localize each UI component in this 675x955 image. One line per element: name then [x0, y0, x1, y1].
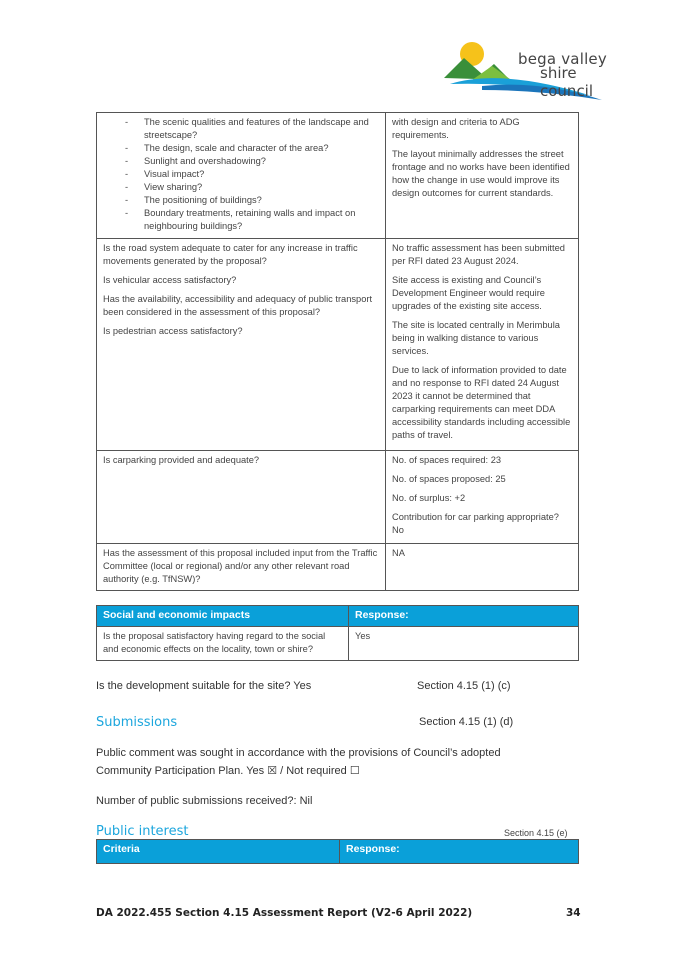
- response-cell: [386, 239, 579, 451]
- assessment-table: [96, 112, 579, 591]
- submissions-paragraph-line1: Public comment was sought in accordance with the provisions of Council’s adopted: [96, 747, 501, 759]
- page-number: 34: [566, 907, 581, 919]
- public-interest-heading: Public interest: [96, 824, 189, 839]
- criteria-text: Is the road system adequate to cater for any increase in traffic movements generated by the proposal?: [103, 243, 358, 266]
- response-cell: [386, 451, 579, 544]
- list-item: - Sunlight and overshadowing?: [103, 155, 380, 168]
- response-text: No. of surplus: +2: [392, 493, 466, 503]
- table-row: [97, 627, 579, 661]
- response-text: The site is located centrally in Merimbula being in walking distance to various services.: [392, 320, 560, 356]
- suitability-question: Is the development suitable for the site? Yes: [96, 680, 312, 692]
- response-text: Due to lack of information provided to date and no response to RFI dated 24 August 2023 it cannot be determined that carparking requirements can meet DDA accessibility standards including accessible paths of travel.: [392, 365, 571, 440]
- criteria-text: Is pedestrian access satisfactory?: [103, 326, 243, 336]
- response-cell: [386, 544, 579, 591]
- criteria-text: Is vehicular access satisfactory?: [103, 275, 237, 285]
- submissions-paragraph-line2: Community Participation Plan. Yes ☒ / Not required ☐: [96, 765, 360, 777]
- header-criteria: Social and economic impacts: [97, 606, 349, 627]
- list-item: - View sharing?: [103, 181, 380, 194]
- criteria-cell: [97, 113, 386, 239]
- list-item: - The scenic qualities and features of the landscape and streetscape?: [103, 116, 380, 142]
- criteria-text: Is carparking provided and adequate?: [103, 455, 260, 465]
- response-text: Site access is existing and Council’s Development Engineer would require upgrades of the existing site access.: [392, 275, 545, 311]
- response-text: with design and criteria to ADG requirements.: [392, 117, 520, 140]
- table-header-row: [97, 840, 579, 864]
- submissions-count: Number of public submissions received?: Nil: [96, 795, 313, 807]
- list-item: - The design, scale and character of the area?: [103, 142, 380, 155]
- public-interest-section: Section 4.15 (e): [504, 828, 568, 838]
- criteria-text: Has the availability, accessibility and adequacy of public transport been considered in the assessment of this proposal?: [103, 294, 373, 317]
- submissions-heading: Submissions: [96, 715, 178, 730]
- public-interest-table: [96, 839, 579, 864]
- submissions-section: Section 4.15 (1) (d): [419, 716, 514, 728]
- footer-text: DA 2022.455 Section 4.15 Assessment Report (V2-6 April 2022): [96, 907, 473, 919]
- table-header-row: [97, 606, 579, 627]
- suitability-section: Section 4.15 (1) (c): [417, 680, 511, 692]
- header-response: Response:: [340, 840, 579, 864]
- table-row: [97, 451, 579, 544]
- criteria-list: [103, 116, 380, 233]
- table-row: [97, 239, 579, 451]
- header-response: Response:: [349, 606, 579, 627]
- logo-line1: bega valley: [518, 50, 607, 68]
- response-cell: Yes: [349, 627, 579, 661]
- response-cell: [386, 113, 579, 239]
- list-item: - Visual impact?: [103, 168, 380, 181]
- response-text: Contribution for car parking appropriate? No: [392, 512, 559, 535]
- response-text: No. of spaces required: 23: [392, 455, 502, 465]
- criteria-cell: Is the proposal satisfactory having regard to the social and economic effects on the locality, town or shire?: [97, 627, 349, 661]
- criteria-cell: [97, 451, 386, 544]
- header-criteria: Criteria: [97, 840, 340, 864]
- list-item: - Boundary treatments, retaining walls and impact on neighbouring buildings?: [103, 207, 380, 233]
- criteria-text: Has the assessment of this proposal included input from the Traffic Committee (local or regional) and/or any other relevant road authority (e.g. TfNSW)?: [103, 548, 378, 584]
- council-logo: [442, 40, 632, 106]
- response-text: NA: [392, 548, 405, 558]
- logo-line2: shire council: [540, 64, 594, 100]
- response-text: No traffic assessment has been submitted per RFI dated 23 August 2024.: [392, 243, 565, 266]
- table-row: [97, 113, 579, 239]
- criteria-cell: [97, 239, 386, 451]
- response-text: No. of spaces proposed: 25: [392, 474, 506, 484]
- social-economic-table: [96, 605, 579, 661]
- table-row: [97, 544, 579, 591]
- list-item: - The positioning of buildings?: [103, 194, 380, 207]
- criteria-cell: [97, 544, 386, 591]
- response-text: The layout minimally addresses the street frontage and no works have been identified how the change in use would improve its design outcomes for current standards.: [392, 149, 570, 198]
